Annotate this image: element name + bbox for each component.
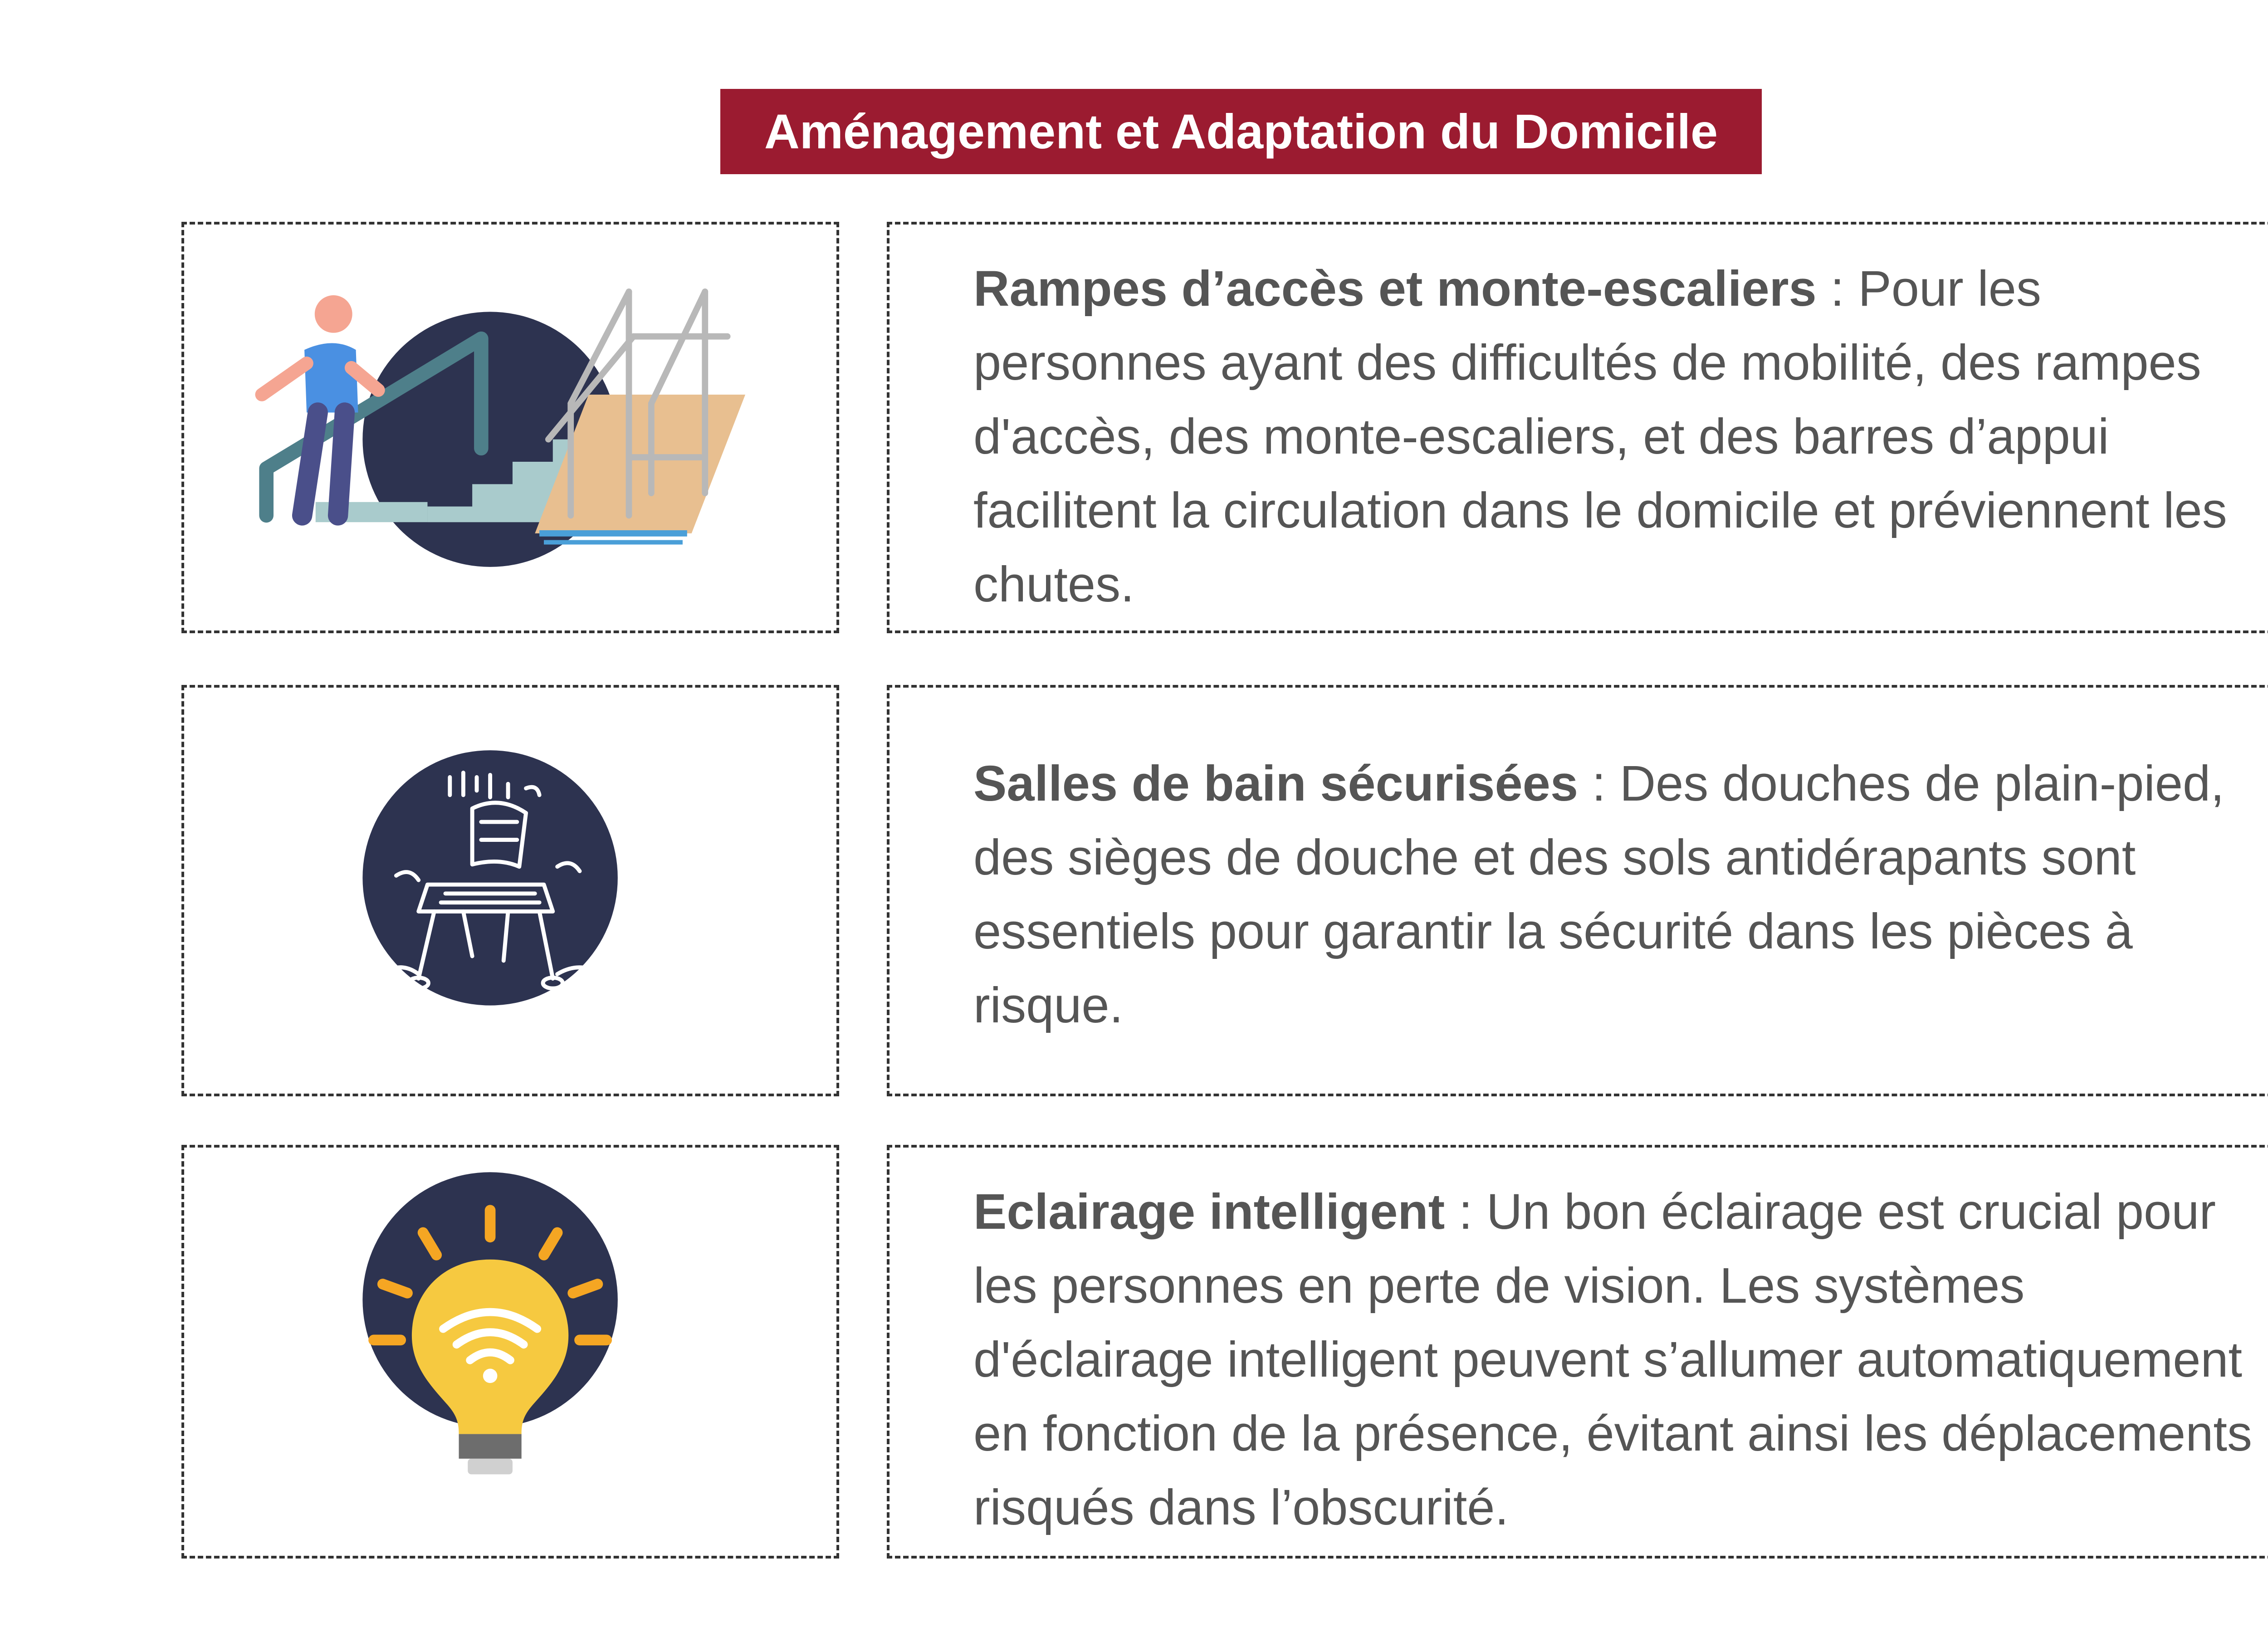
item-card [887,1145,2268,1559]
stairs-ramp-icon-panel [181,222,839,633]
shower-chair-icon-panel [181,685,839,1096]
item-text: Un bon éclairage est crucial pour les personnes en perte de vision. Les systèmes d'éclairage intelligent peuvent s’allumer automatiquement en fonction de la présence, évitant ainsi les déplacements risqués dans l’obscurité. [973,1184,2252,1535]
item-text: Pour les personnes ayant des difficultés de mobilité, des rampes d'accès, des monte-escaliers, et des barres d’appui facilitent la circulation dans le domicile et préviennent les chutes. [973,261,2227,612]
item-card [887,685,2268,1096]
item-paragraph [973,1175,2268,1544]
item-paragraph [973,747,2268,1042]
smart-bulb-icon-panel [181,1145,839,1559]
item-separator: : [1816,261,1858,317]
item-heading: Rampes d’accès et monte-escaliers [973,261,1817,317]
item-heading: Eclairage intelligent [973,1184,1445,1240]
stairs-ramp-icon [184,225,836,630]
item-paragraph [973,252,2268,621]
page-title: Aménagement et Adaptation du Domicile [720,89,1762,174]
smart-bulb-icon [184,1148,836,1556]
item-text: Des douches de plain-pied, des sièges de douche et des sols antidérapants sont essentiels pour garantir la sécurité dans les pièces à risque. [973,756,2224,1033]
item-separator: : [1445,1184,1486,1240]
item-separator: : [1578,756,1620,811]
shower-chair-icon [184,688,836,1094]
item-card [887,222,2268,633]
item-heading: Salles de bain sécurisées [973,756,1578,811]
